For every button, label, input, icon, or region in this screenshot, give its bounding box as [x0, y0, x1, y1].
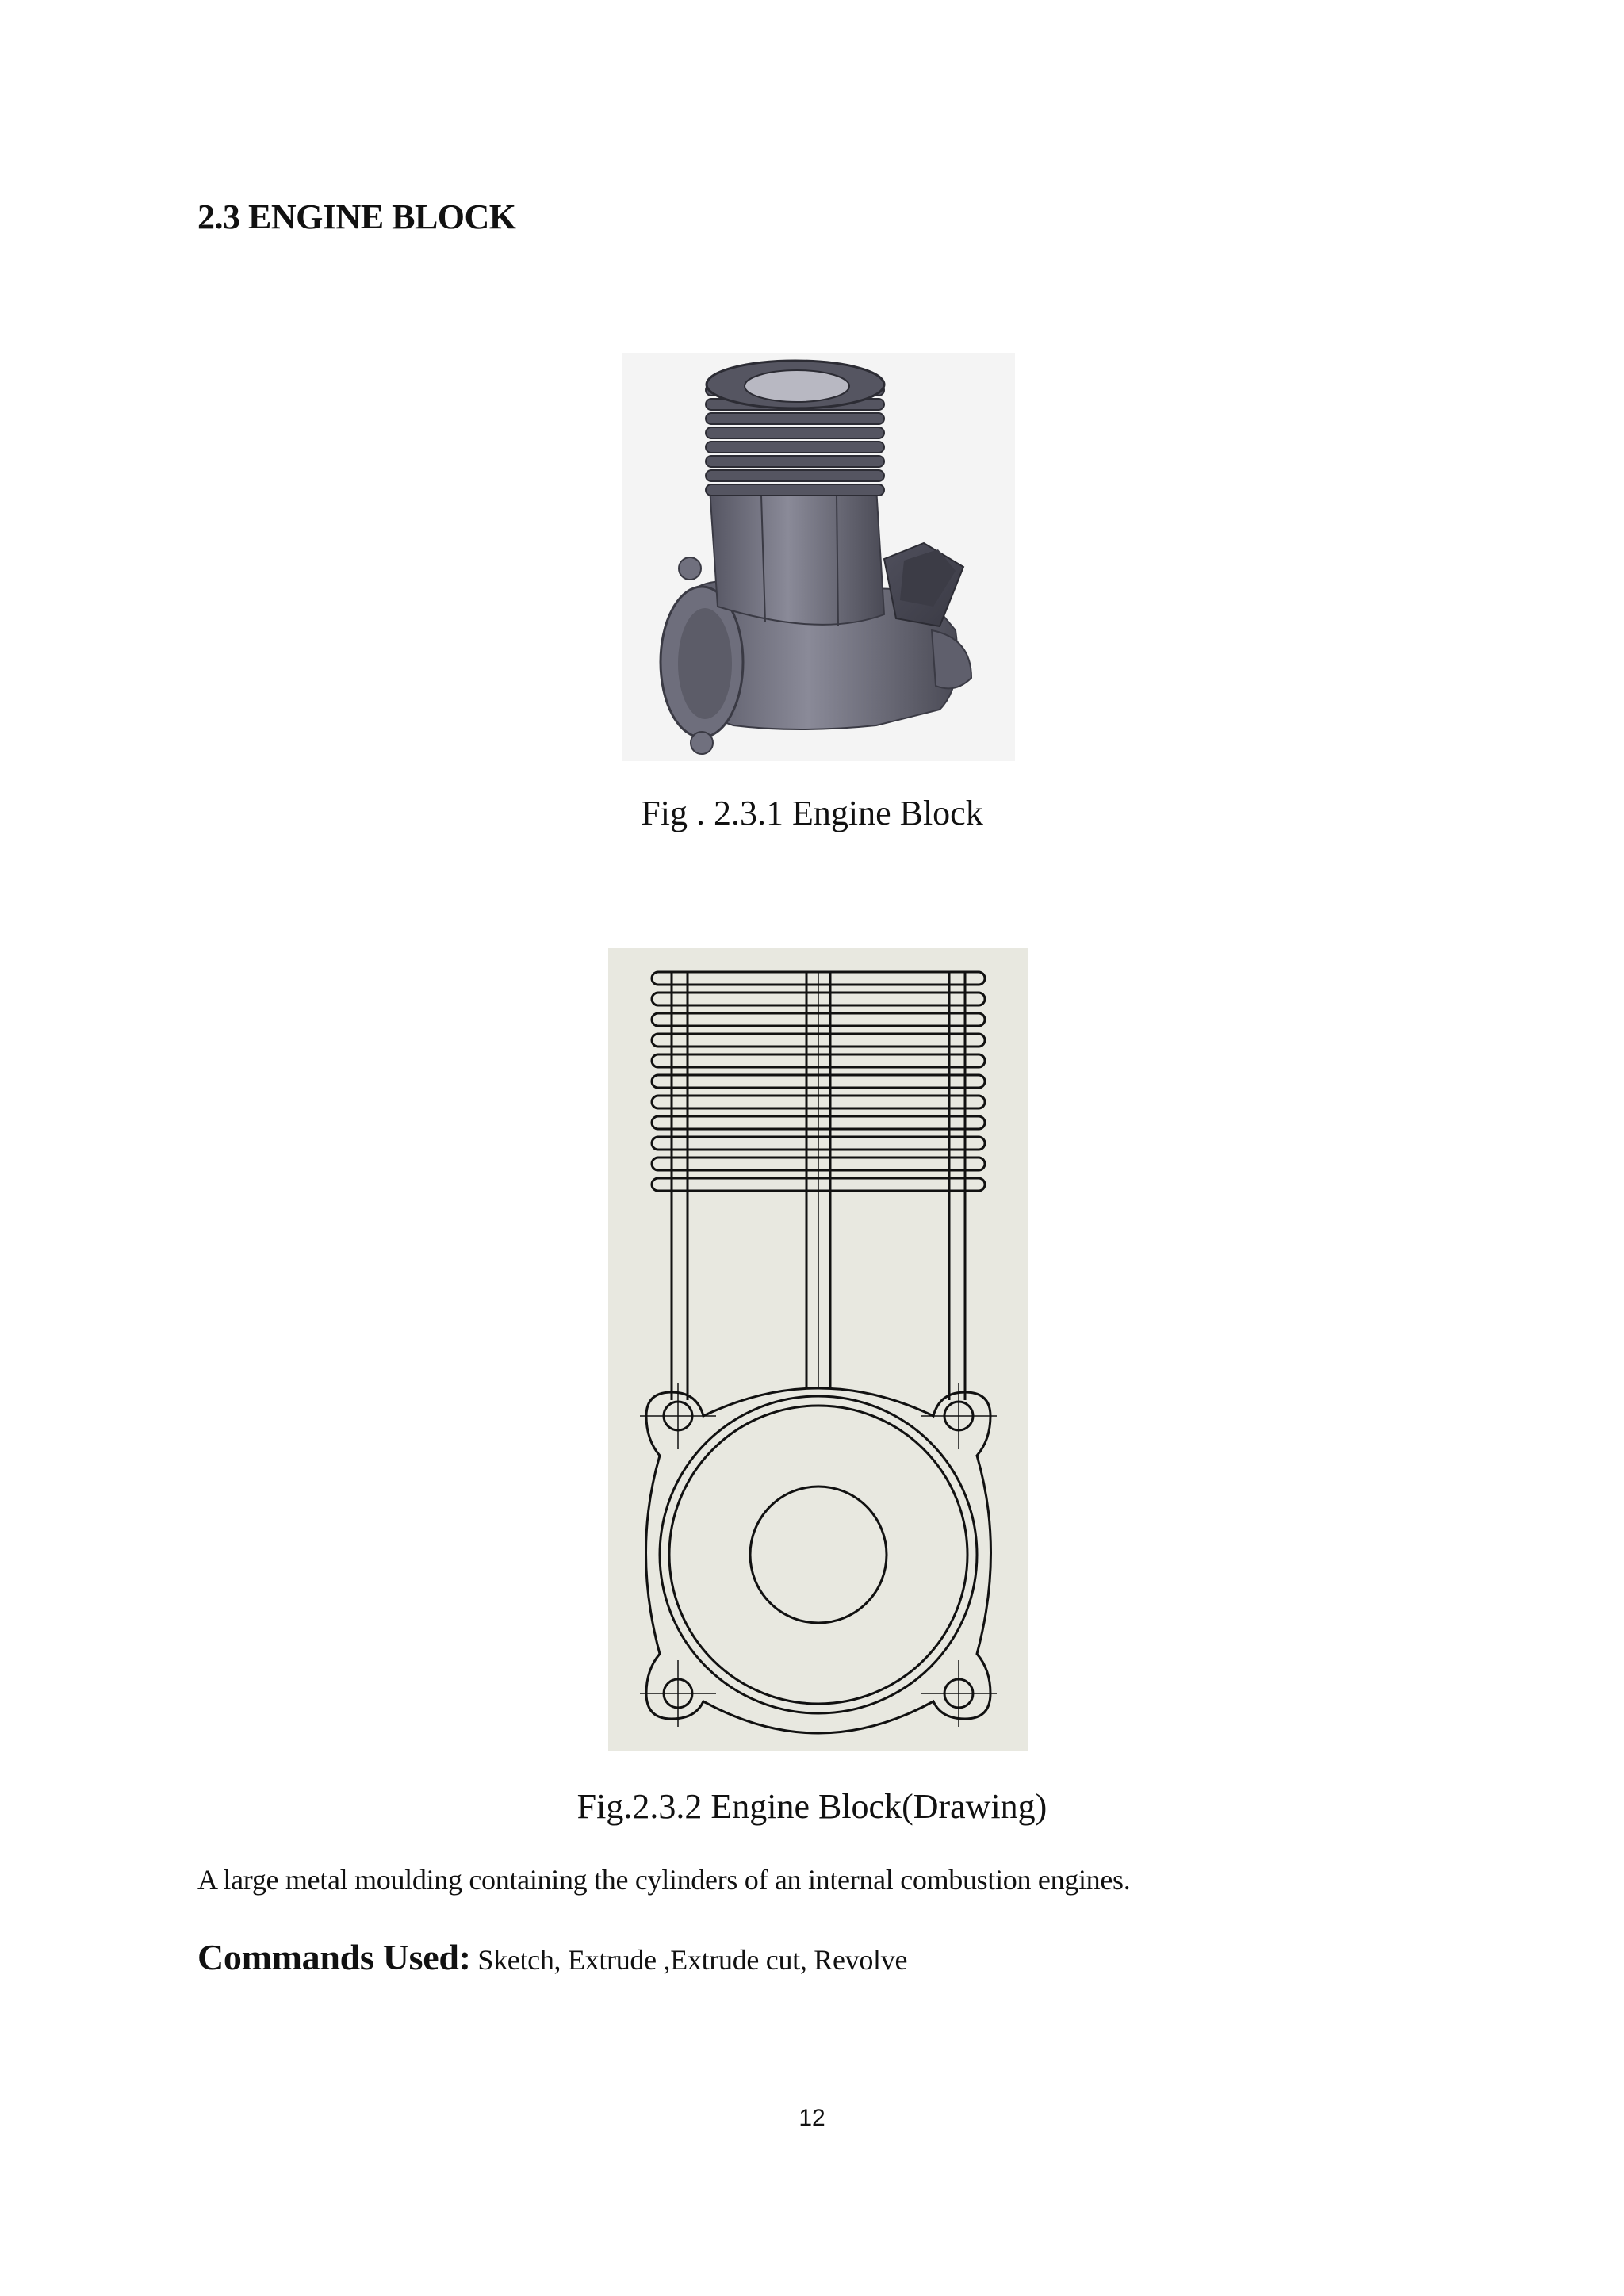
section-heading: 2.3 ENGINE BLOCK: [197, 197, 516, 236]
engine-block-render-image: [622, 353, 1015, 761]
commands-list: Sketch, Extrude ,Extrude cut, Revolve: [470, 1944, 908, 1976]
description-paragraph: A large metal moulding containing the cylinders of an internal combustion engines.: [197, 1864, 1131, 1896]
figure-1-caption: Fig . 2.3.1 Engine Block: [641, 794, 983, 832]
figure-2-caption: Fig.2.3.2 Engine Block(Drawing): [576, 1787, 1048, 1826]
commands-label: Commands Used:: [197, 1937, 471, 1977]
page-number: 12: [799, 2105, 825, 2131]
commands-paragraph: [197, 1936, 907, 1978]
engine-block-drawing-image: [608, 948, 1028, 1751]
